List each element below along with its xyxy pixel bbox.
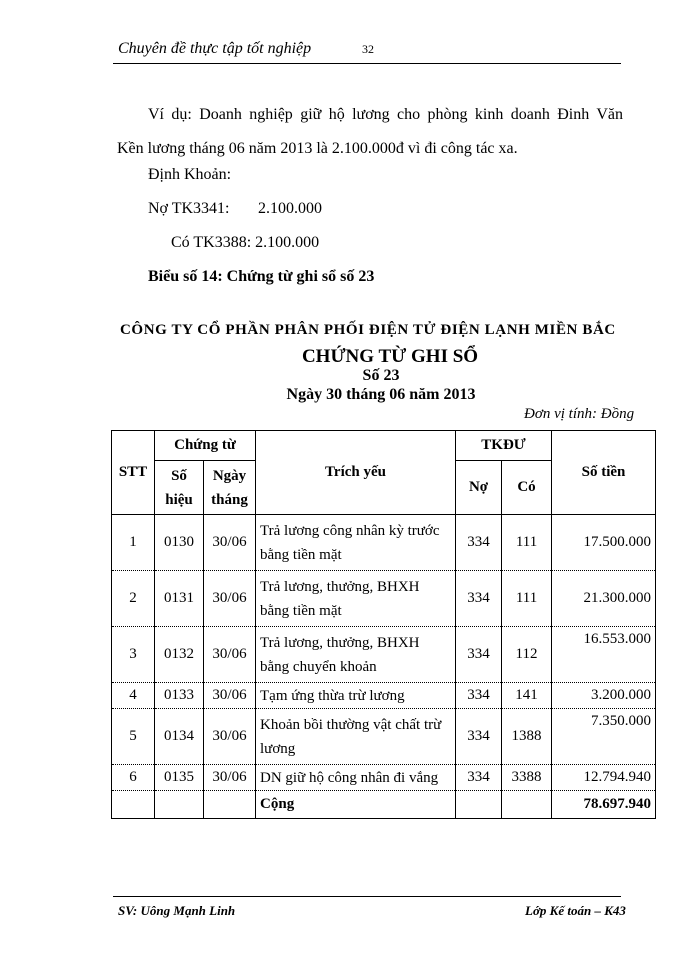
- row-so-tien: 16.553.000: [552, 627, 656, 683]
- header-so-tien: Số tiền: [552, 431, 656, 515]
- row-stt: 3: [112, 627, 155, 683]
- header-stt: STT: [112, 431, 155, 515]
- row-so-hieu: 0135: [155, 765, 204, 791]
- example-paragraph: [117, 98, 623, 166]
- document-date: Ngày 30 tháng 06 năm 2013: [286, 386, 476, 403]
- total-amount: 78.697.940: [552, 791, 656, 819]
- footer-rule: [113, 896, 621, 897]
- row-trich-yeu: Trả lương, thưởng, BHXH bằng chuyển khoản: [256, 627, 456, 683]
- row-stt: 6: [112, 765, 155, 791]
- footer-student: SV: Uông Mạnh Linh: [118, 903, 236, 918]
- company-name: CÔNG TY CỔ PHẦN PHÂN PHỐI ĐIỆN TỬ ĐIỆN LẠNH MIỀN BẮC: [120, 322, 616, 338]
- row-so-hieu: 0131: [155, 571, 204, 627]
- row-stt: 4: [112, 683, 155, 709]
- row-co: 141: [502, 683, 552, 709]
- currency-unit: Đơn vị tính: Đồng: [524, 406, 635, 422]
- row-so-tien: 7.350.000: [552, 709, 656, 765]
- footer-class: Lớp Kế toán – K43: [525, 903, 626, 918]
- row-co: 112: [502, 627, 552, 683]
- row-no: 334: [456, 709, 502, 765]
- row-trich-yeu: DN giữ hộ công nhân đi vắng: [256, 765, 456, 791]
- row-so-hieu: 0130: [155, 515, 204, 571]
- header-title: Chuyên đề thực tập tốt nghiệp: [118, 40, 312, 57]
- example-line-1: Ví dụ: Doanh nghiệp giữ hộ lương cho phòng kinh doanh Đinh Văn: [148, 106, 623, 123]
- header-ngay-thang: Ngày tháng: [204, 461, 256, 515]
- document-number: Số 23: [362, 367, 400, 384]
- total-so-hieu-empty: [155, 791, 204, 819]
- header-co: Có: [502, 461, 552, 515]
- row-no: 334: [456, 683, 502, 709]
- row-so-tien: 12.794.940: [552, 765, 656, 791]
- row-so-hieu: 0134: [155, 709, 204, 765]
- row-no: 334: [456, 627, 502, 683]
- header-rule: [113, 63, 621, 64]
- row-co: 1388: [502, 709, 552, 765]
- row-ngay: 30/06: [204, 515, 256, 571]
- row-so-tien: 21.300.000: [552, 571, 656, 627]
- row-co: 111: [502, 571, 552, 627]
- row-co: 111: [502, 515, 552, 571]
- header-trich-yeu: Trích yếu: [256, 431, 456, 515]
- row-trich-yeu: Tạm ứng thừa trừ lương: [256, 683, 456, 709]
- table-row: [112, 515, 656, 571]
- row-stt: 2: [112, 571, 155, 627]
- row-ngay: 30/06: [204, 709, 256, 765]
- dinh-khoan-label: Định Khoản:: [148, 166, 232, 183]
- total-ngay-empty: [204, 791, 256, 819]
- bieu-so-heading: Biểu số 14: Chứng từ ghi sổ số 23: [148, 268, 375, 285]
- total-co-empty: [502, 791, 552, 819]
- row-co: 3388: [502, 765, 552, 791]
- row-no: 334: [456, 515, 502, 571]
- row-ngay: 30/06: [204, 683, 256, 709]
- table-row: [112, 571, 656, 627]
- row-stt: 5: [112, 709, 155, 765]
- row-no: 334: [456, 765, 502, 791]
- row-so-hieu: 0132: [155, 627, 204, 683]
- row-so-hieu: 0133: [155, 683, 204, 709]
- co-line: Có TK3388: 2.100.000: [171, 234, 320, 251]
- header-chung-tu: Chứng từ: [155, 431, 256, 461]
- row-so-tien: 3.200.000: [552, 683, 656, 709]
- no-amount: 2.100.000: [258, 200, 322, 217]
- no-account: Nợ TK3341:: [148, 200, 230, 217]
- document-title: CHỨNG TỪ GHI SỔ: [301, 346, 479, 367]
- total-row: [112, 791, 656, 819]
- table-row: [112, 683, 656, 709]
- row-trich-yeu: Trả lương, thưởng, BHXH bằng tiền mặt: [256, 571, 456, 627]
- page-number: 32: [362, 42, 374, 56]
- ledger-table: [111, 430, 656, 819]
- table-row: [112, 765, 656, 791]
- header-no: Nợ: [456, 461, 502, 515]
- table-row: [112, 709, 656, 765]
- total-stt-empty: [112, 791, 155, 819]
- row-ngay: 30/06: [204, 765, 256, 791]
- row-so-tien: 17.500.000: [552, 515, 656, 571]
- example-line-2: Kền lương tháng 06 năm 2013 là 2.100.000đ vì đi công tác xa.: [117, 140, 518, 157]
- row-no: 334: [456, 571, 502, 627]
- header-tkdu: TKĐƯ: [456, 431, 552, 461]
- row-trich-yeu: Khoản bồi thường vật chất trừ lương: [256, 709, 456, 765]
- row-ngay: 30/06: [204, 571, 256, 627]
- total-no-empty: [456, 791, 502, 819]
- row-stt: 1: [112, 515, 155, 571]
- row-trich-yeu: Trả lương công nhân kỳ trước bằng tiền mặt: [256, 515, 456, 571]
- row-ngay: 30/06: [204, 627, 256, 683]
- total-label: Cộng: [256, 791, 456, 819]
- header-so-hieu: Số hiệu: [155, 461, 204, 515]
- table-row: [112, 627, 656, 683]
